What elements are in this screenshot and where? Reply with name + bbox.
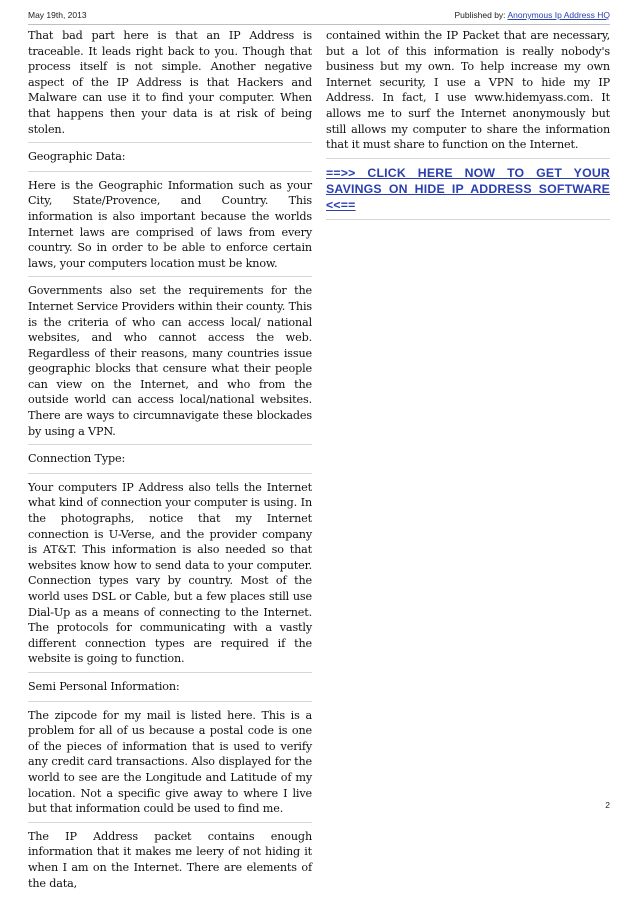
governments-paragraph: Governments also set the requirements for the Internet Service Providers within their county. This is the criteria of who can access local/ national websites, and who cannot access the web. Regardless of their reasons, many countries issue geographic blocks that censure what their people can view on the Internet, and who from the outside world can access local/national websites. There are ways to circumnavigate these blockades by using a VPN. <box>28 283 312 445</box>
publisher-credit <box>455 10 610 20</box>
page-number: 2 <box>605 800 610 810</box>
publisher-link[interactable]: Anonymous Ip Address HQ <box>507 10 610 20</box>
heading-connection-type: Connection Type: <box>28 451 312 474</box>
geographic-paragraph: Here is the Geographic Information such as your City, State/Provence, and Country. This information is also important because the worlds Internet laws are comprised of laws from every country. So in order to be able to enforce certain laws, your computers location must be know. <box>28 178 312 278</box>
page-header <box>28 10 610 24</box>
right-column <box>326 28 610 220</box>
connection-paragraph: Your computers IP Address also tells the Internet what kind of connection your computer is using. In the photographs, notice that my Internet connection is U-Verse, and the provider company is AT&T. This information is also needed so that websites know how to send data to your computer. Connection types vary by country. Most of the world uses DSL or Cable, but a few places still use Dial-Up as a means of connecting to the Internet. The protocols for communicating with a vastly different connection types are required if the website is going to function. <box>28 480 312 673</box>
savings-cta-link[interactable]: ==>> CLICK HERE NOW TO GET YOUR SAVINGS ON HIDE IP ADDRESS SOFTWARE <<== <box>326 165 610 220</box>
intro-paragraph: That bad part here is that an IP Address is traceable. It leads right back to you. Though that process itself is not simple. Another negative aspect of the IP Address is that Hackers and Malware can use it to find your computer. When that happens then your data is at risk of being stolen. <box>28 28 312 143</box>
left-column <box>28 28 312 902</box>
header-divider <box>28 24 610 25</box>
published-by-label: Published by: <box>454 10 506 20</box>
heading-semi-personal: Semi Personal Information: <box>28 679 312 702</box>
continuation-paragraph: contained within the IP Packet that are necessary, but a lot of this information is really nobody's business but my own. To help increase my own Internet security, I use a VPN to hide my IP Address. In fact, I use www.hidemyass.com. It allows me to surf the Internet anonymously but still allows my computer to share the information that it must share to function on the Internet. <box>326 28 610 159</box>
semi-personal-paragraph: The zipcode for my mail is listed here. This is a problem for all of us because a postal code is one of the pieces of information that is used to verify any credit card transactions. Also displayed for the world to see are the Longitude and Latitude of my location. Not a specific give away to where I live but that information could be used to find me. <box>28 708 312 823</box>
heading-geographic-data: Geographic Data: <box>28 149 312 172</box>
ip-packet-paragraph: The IP Address packet contains enough information that it makes me leery of not hiding it when I am on the Internet. There are elements of the data, <box>28 829 312 890</box>
publish-date: May 19th, 2013 <box>28 10 87 20</box>
